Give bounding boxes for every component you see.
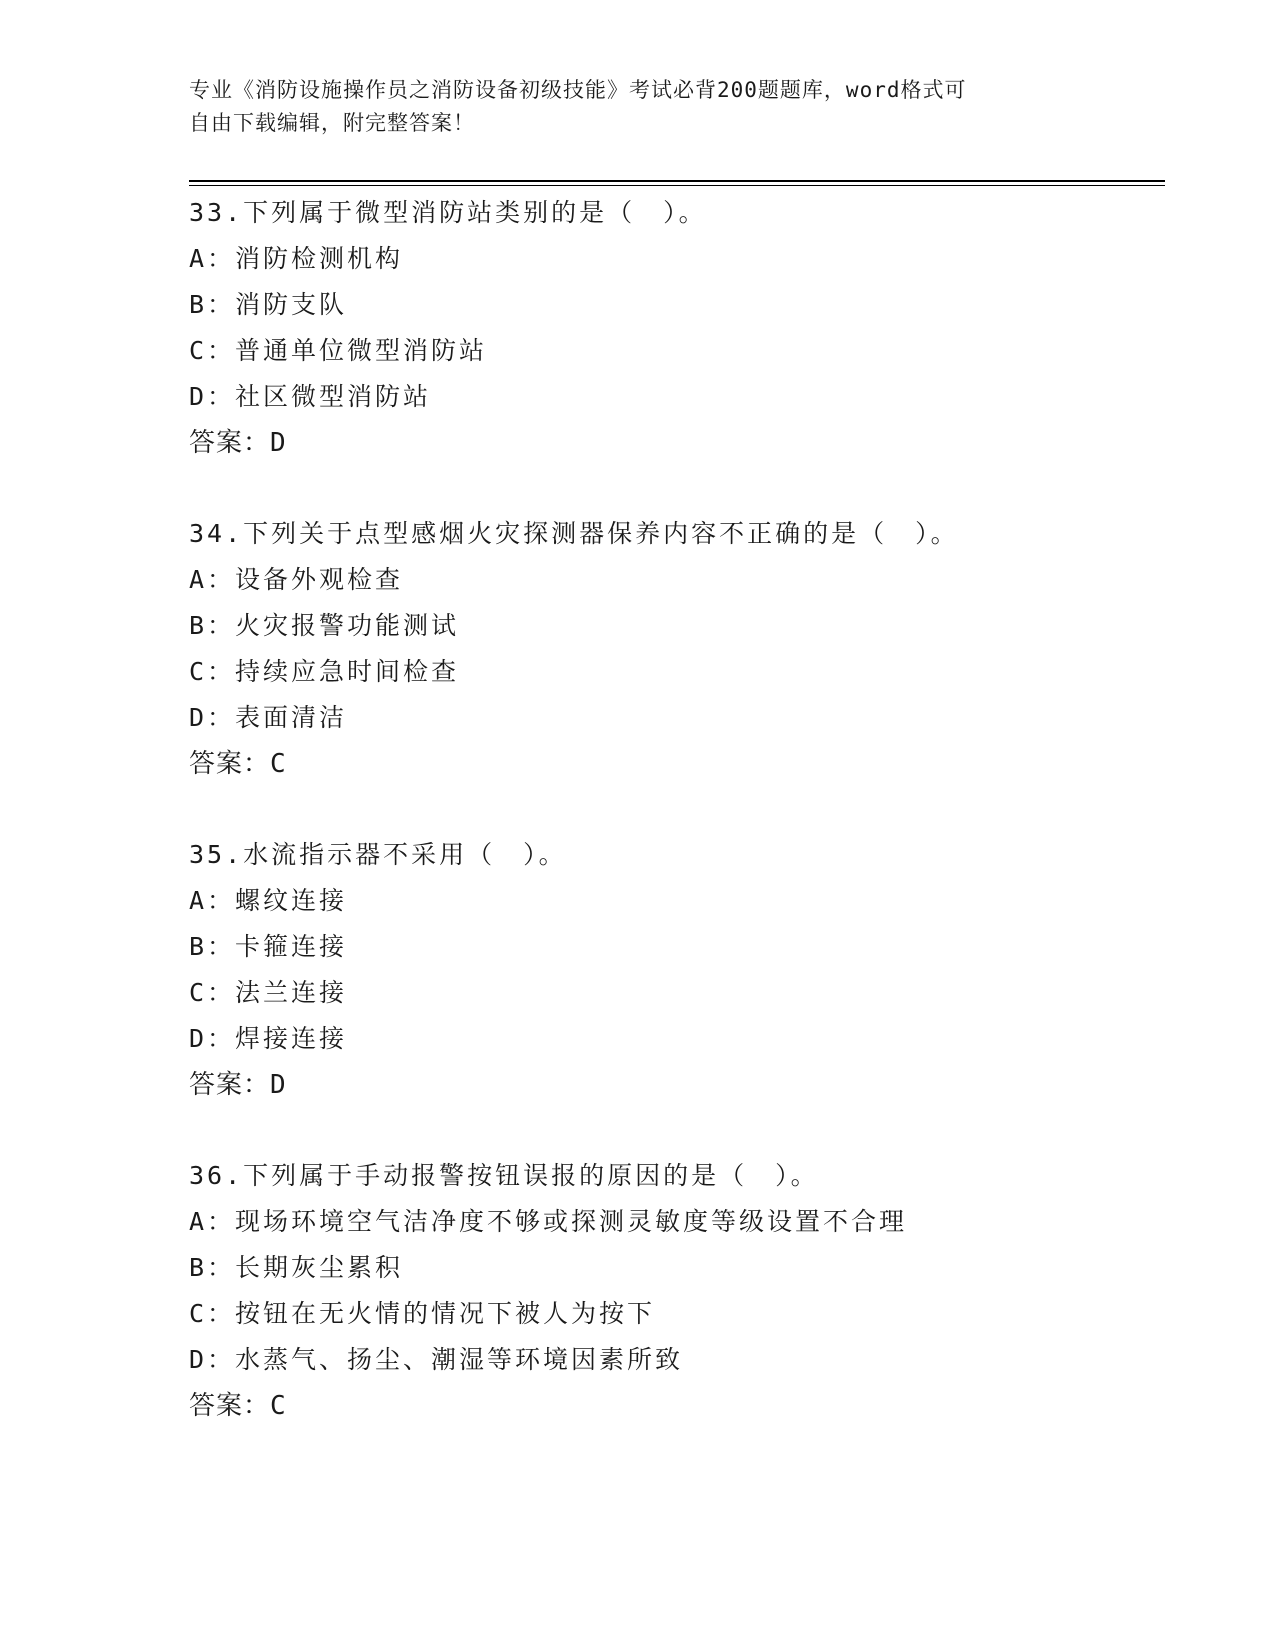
question-36 <box>189 1153 1149 1429</box>
answer-value: D <box>270 1070 287 1100</box>
header-divider-thin <box>189 185 1165 186</box>
option-d: D：焊接连接 <box>189 1024 348 1053</box>
header-line-2: 自由下载编辑，附完整答案！ <box>189 111 475 135</box>
option-b: B：消防支队 <box>189 290 348 319</box>
answer-line <box>189 1062 1149 1108</box>
option-b: B：卡箍连接 <box>189 932 348 961</box>
question-stem: 35.水流指示器不采用（ ）。 <box>189 840 567 869</box>
question-stem: 36.下列属于手动报警按钮误报的原因的是（ ）。 <box>189 1161 819 1190</box>
answer-label: 答案： <box>189 749 271 779</box>
option-b: B：火灾报警功能测试 <box>189 611 460 640</box>
answer-value: D <box>270 428 287 458</box>
question-stem: 33.下列属于微型消防站类别的是（ ）。 <box>189 198 707 227</box>
option-c: C：持续应急时间检查 <box>189 657 460 686</box>
option-a: A：现场环境空气洁净度不够或探测灵敏度等级设置不合理 <box>189 1207 908 1236</box>
question-33 <box>189 190 1149 466</box>
option-c: C：法兰连接 <box>189 978 348 1007</box>
header-divider-thick <box>189 180 1165 182</box>
option-a: A：消防检测机构 <box>189 244 404 273</box>
option-d: D：社区微型消防站 <box>189 382 432 411</box>
answer-value: C <box>270 1391 287 1421</box>
question-35 <box>189 832 1149 1108</box>
answer-label: 答案： <box>189 1070 271 1100</box>
option-a: A：螺纹连接 <box>189 886 348 915</box>
answer-label: 答案： <box>189 1391 271 1421</box>
question-list <box>189 190 1149 1474</box>
document-header <box>189 74 1089 140</box>
answer-value: C <box>270 749 287 779</box>
answer-label: 答案： <box>189 428 271 458</box>
question-34 <box>189 511 1149 787</box>
option-a: A：设备外观检查 <box>189 565 404 594</box>
answer-line <box>189 1383 1149 1429</box>
question-stem: 34.下列关于点型感烟火灾探测器保养内容不正确的是（ ）。 <box>189 519 959 548</box>
option-b: B：长期灰尘累积 <box>189 1253 404 1282</box>
header-line-1: 专业《消防设施操作员之消防设备初级技能》考试必背200题题库，word格式可 <box>189 78 967 102</box>
option-c: C：按钮在无火情的情况下被人为按下 <box>189 1299 656 1328</box>
answer-line <box>189 741 1149 787</box>
option-c: C：普通单位微型消防站 <box>189 336 488 365</box>
option-d: D：表面清洁 <box>189 703 348 732</box>
answer-line <box>189 420 1149 466</box>
option-d: D：水蒸气、扬尘、潮湿等环境因素所致 <box>189 1345 684 1374</box>
